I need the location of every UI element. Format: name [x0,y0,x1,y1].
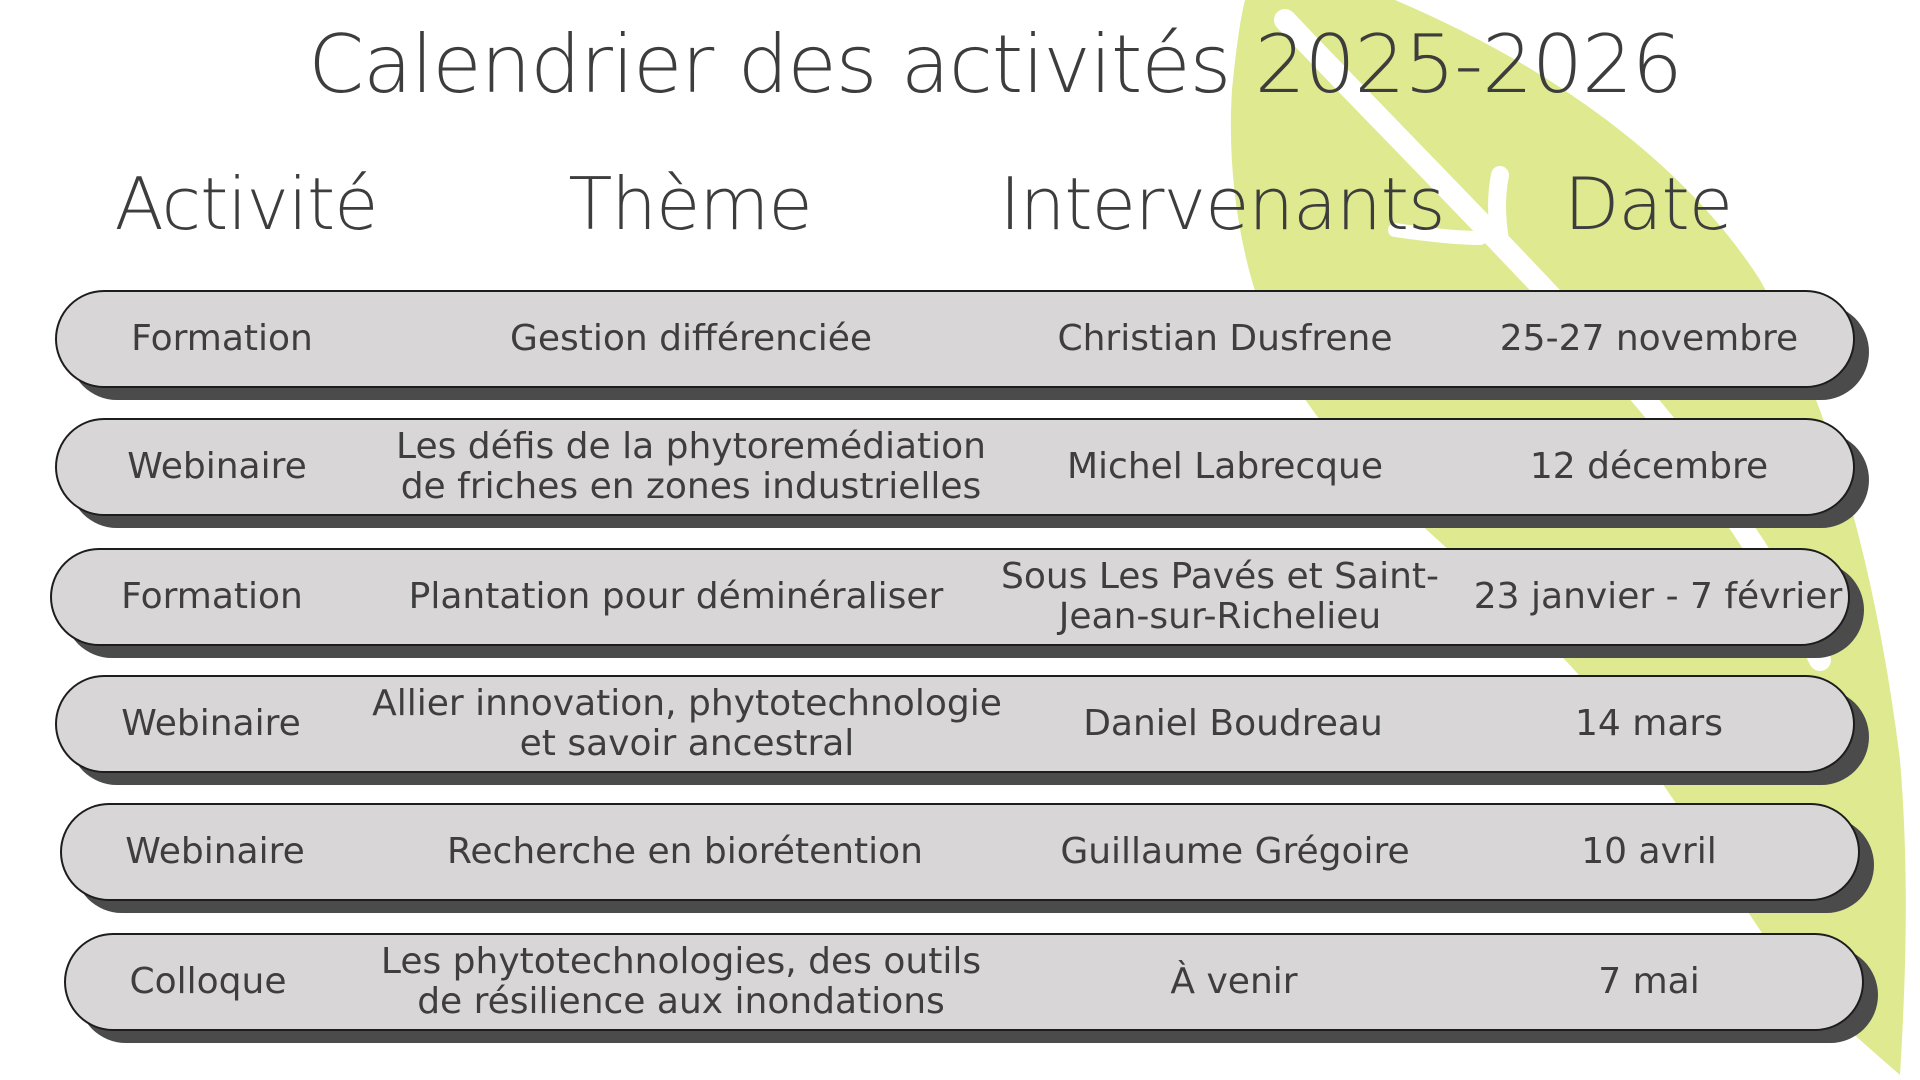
cell-date: 10 avril [1581,831,1717,872]
cell-date: 12 décembre [1529,446,1769,487]
cell-date: 25-27 novembre [1499,318,1799,359]
leaf-vein-branch [1497,175,1500,240]
cell-activite: Colloque [129,961,287,1002]
cell-intervenants: Michel Labrecque [1066,446,1383,487]
header-theme: Thème [568,162,812,246]
cell-theme: Recherche en biorétention [447,831,923,872]
cell-intervenants: À venir [1170,961,1298,1002]
header-date: Date [1563,162,1733,246]
cell-theme: Les phytotechnologies, des outils de résilience aux inondations [380,941,982,1022]
table-row [64,933,1878,1031]
table-row [55,418,1869,516]
cell-activite: Webinaire [121,703,301,744]
cell-intervenants: Christian Dusfrene [1057,318,1393,359]
cell-intervenants: Guillaume Grégoire [1060,831,1410,872]
page-title: Calendrier des activités 2025-2026 [308,18,1682,111]
cell-theme: Plantation pour déminéraliser [408,576,944,617]
table-row [55,675,1869,773]
cell-activite: Formation [121,576,303,617]
cell-activite: Formation [131,318,313,359]
cell-activite: Webinaire [125,831,305,872]
cell-intervenants: Sous Les Pavés et Saint- Jean-sur-Richelieu [1000,556,1439,637]
header-intervenants: Intervenants [999,162,1445,246]
cell-theme: Gestion différenciée [509,318,873,359]
table-row [50,548,1864,646]
cell-date: 23 janvier - 7 février [1473,576,1843,617]
cell-theme: Allier innovation, phytotechnologie et savoir ancestral [372,683,1002,764]
cell-date: 7 mai [1598,961,1700,1002]
cell-date: 14 mars [1575,703,1723,744]
table-row [55,290,1869,388]
cell-intervenants: Daniel Boudreau [1083,703,1383,744]
cell-activite: Webinaire [127,446,307,487]
cell-theme: Les défis de la phytoremédiation de friches en zones industrielles [396,426,986,507]
table-row [60,803,1874,901]
header-activite: Activité [114,162,378,246]
